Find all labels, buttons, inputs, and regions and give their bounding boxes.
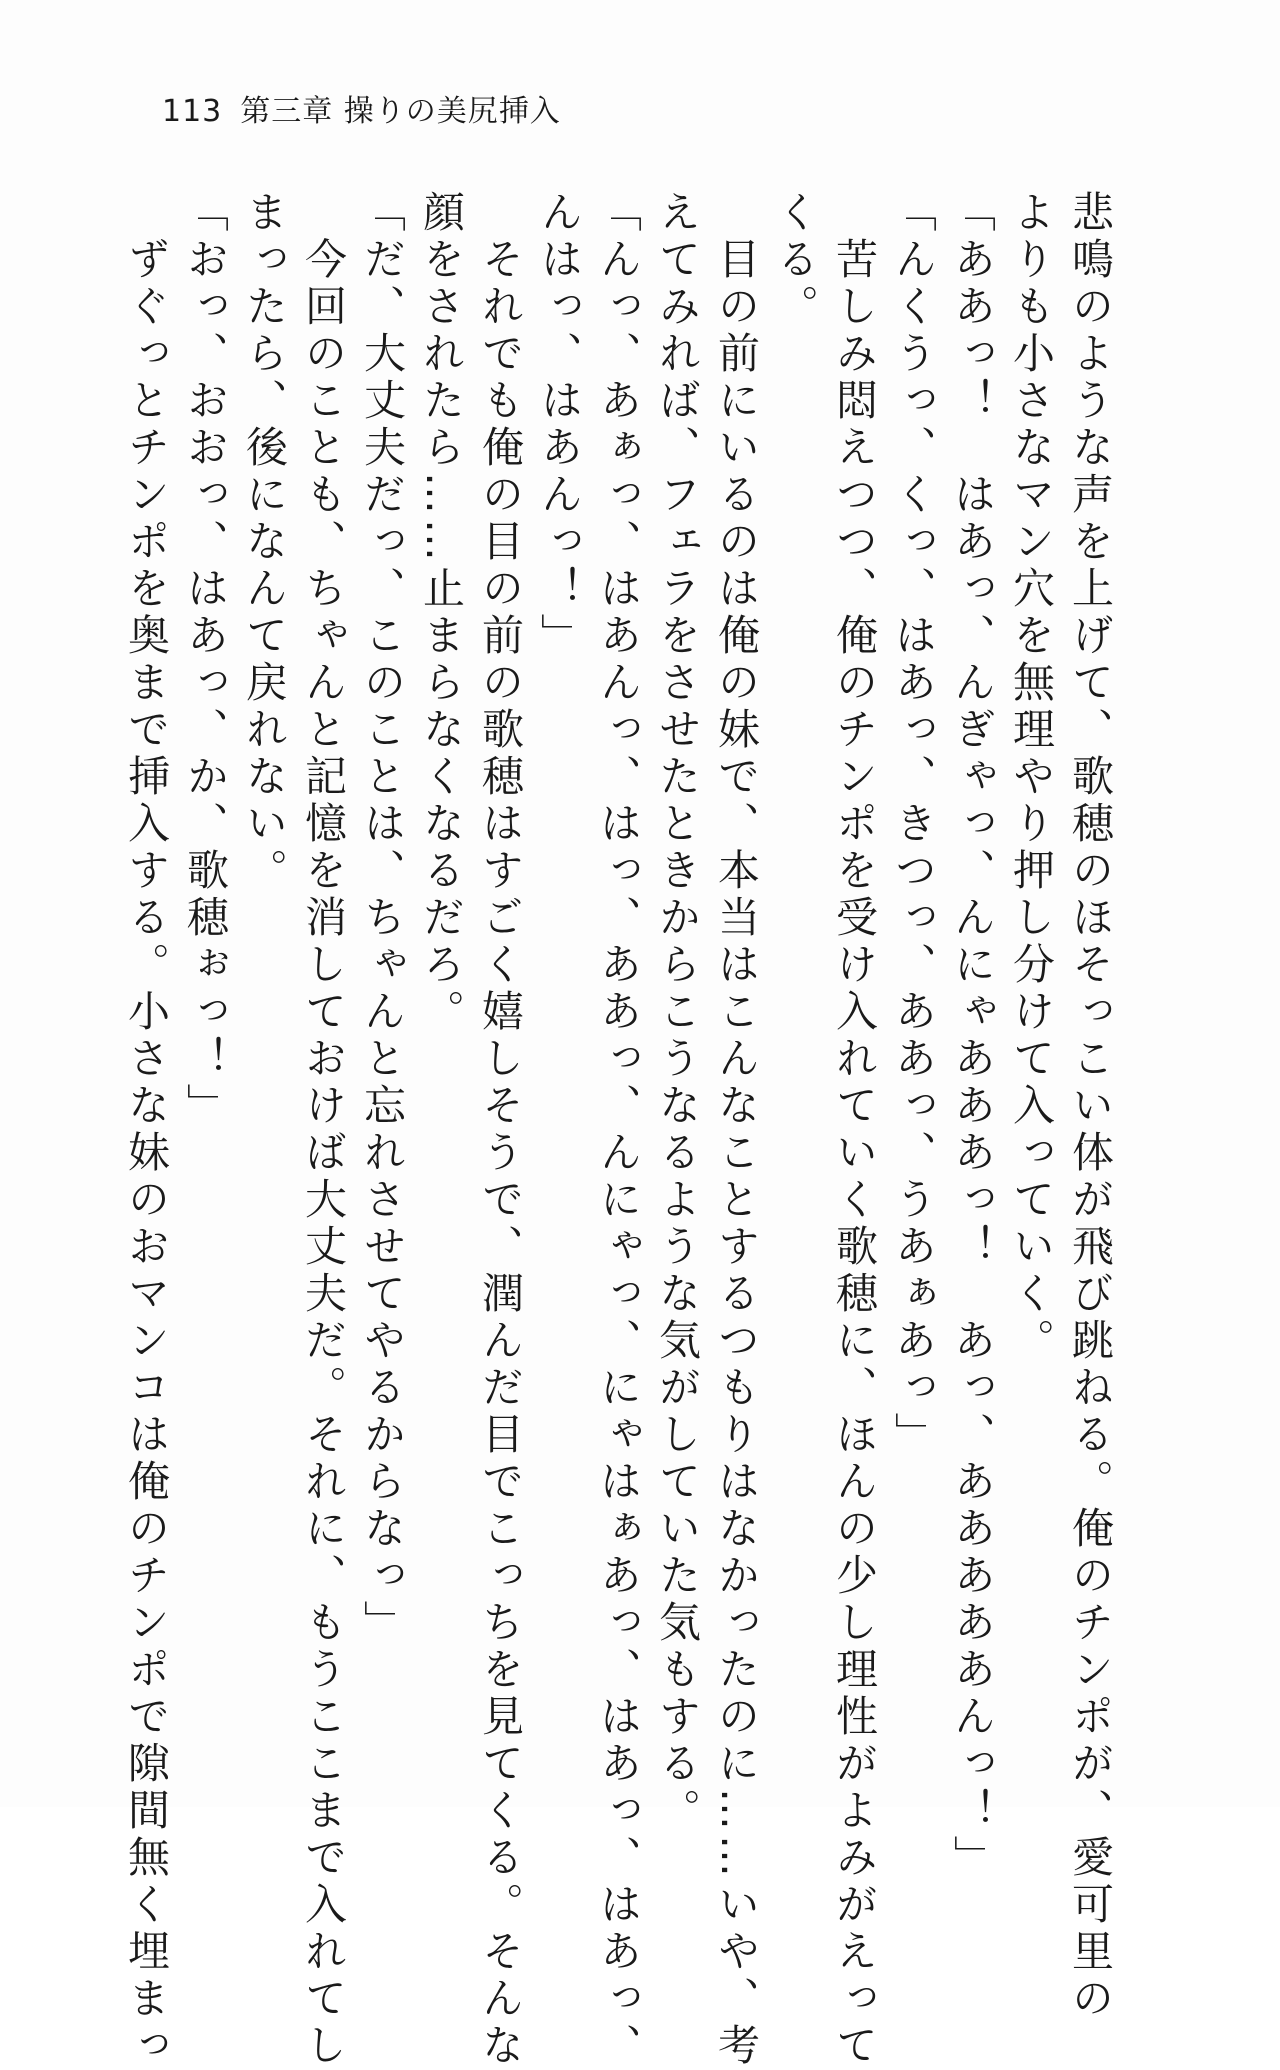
text-line: 苦しみ悶えつつ、俺のチンポを受け入れていく歌穂に、ほんの少し理性がよみがえって bbox=[830, 190, 879, 2070]
text-line: 「おっ、おおっ、はあっ、か、歌穂ぉっ！」 bbox=[181, 190, 230, 1130]
running-header bbox=[162, 86, 561, 130]
text-line: 「んっ、あぁっ、はあんっ、はっ、ああっ、んにゃっ、にゃはぁあっ、はあっ、はあっ、 bbox=[594, 190, 643, 2070]
chapter-title: 第三章 操りの美尻挿入 bbox=[240, 94, 561, 129]
text-line: まったら、後になんて戻れない。 bbox=[240, 190, 289, 895]
text-line: くる。 bbox=[771, 190, 820, 331]
text-line: 今回のことも、ちゃんと記憶を消しておけば大丈夫だ。それに、もうここまで入れてし bbox=[299, 190, 348, 2070]
text-line: えてみれば、フェラをさせたときからこうなるような気がしていた気もする。 bbox=[653, 190, 702, 1835]
text-line: よりも小さなマン穴を無理やり押し分けて入っていく。 bbox=[1007, 190, 1056, 1365]
text-line: それでも俺の目の前の歌穂はすごく嬉しそうで、潤んだ目でこっちを見てくる。そんな bbox=[476, 190, 525, 2070]
text-line: 「だ、大丈夫だっ、このことは、ちゃんと忘れさせてやるからなっ」 bbox=[358, 190, 407, 1647]
page-number: 113 bbox=[162, 94, 223, 129]
text-line: んはっ、はあんっ！」 bbox=[535, 190, 584, 660]
text-line: 顔をされたら……止まらなくなるだろ。 bbox=[417, 190, 466, 1036]
text-line: 悲鳴のような声を上げて、歌穂のほそっこい体が飛び跳ねる。俺のチンポが、愛可里の bbox=[1066, 190, 1115, 2023]
text-line: 「んくうっ、くっ、はあっ、きつっ、ああっ、うあぁあっ」 bbox=[889, 190, 938, 1459]
text-line: 「ああっ！ はあっ、んぎゃっ、んにゃあああっ！ あっ、あああああんっ！」 bbox=[948, 190, 997, 1882]
vertical-body-text bbox=[122, 190, 1120, 2070]
text-line: 目の前にいるのは俺の妹で、本当はこんなことするつもりはなかったのに……いや、考 bbox=[712, 190, 761, 2070]
text-line: ずぐっとチンポを奥まで挿入する。小さな妹のおマンコは俺のチンポで隙間無く埋まっ bbox=[122, 190, 171, 2070]
